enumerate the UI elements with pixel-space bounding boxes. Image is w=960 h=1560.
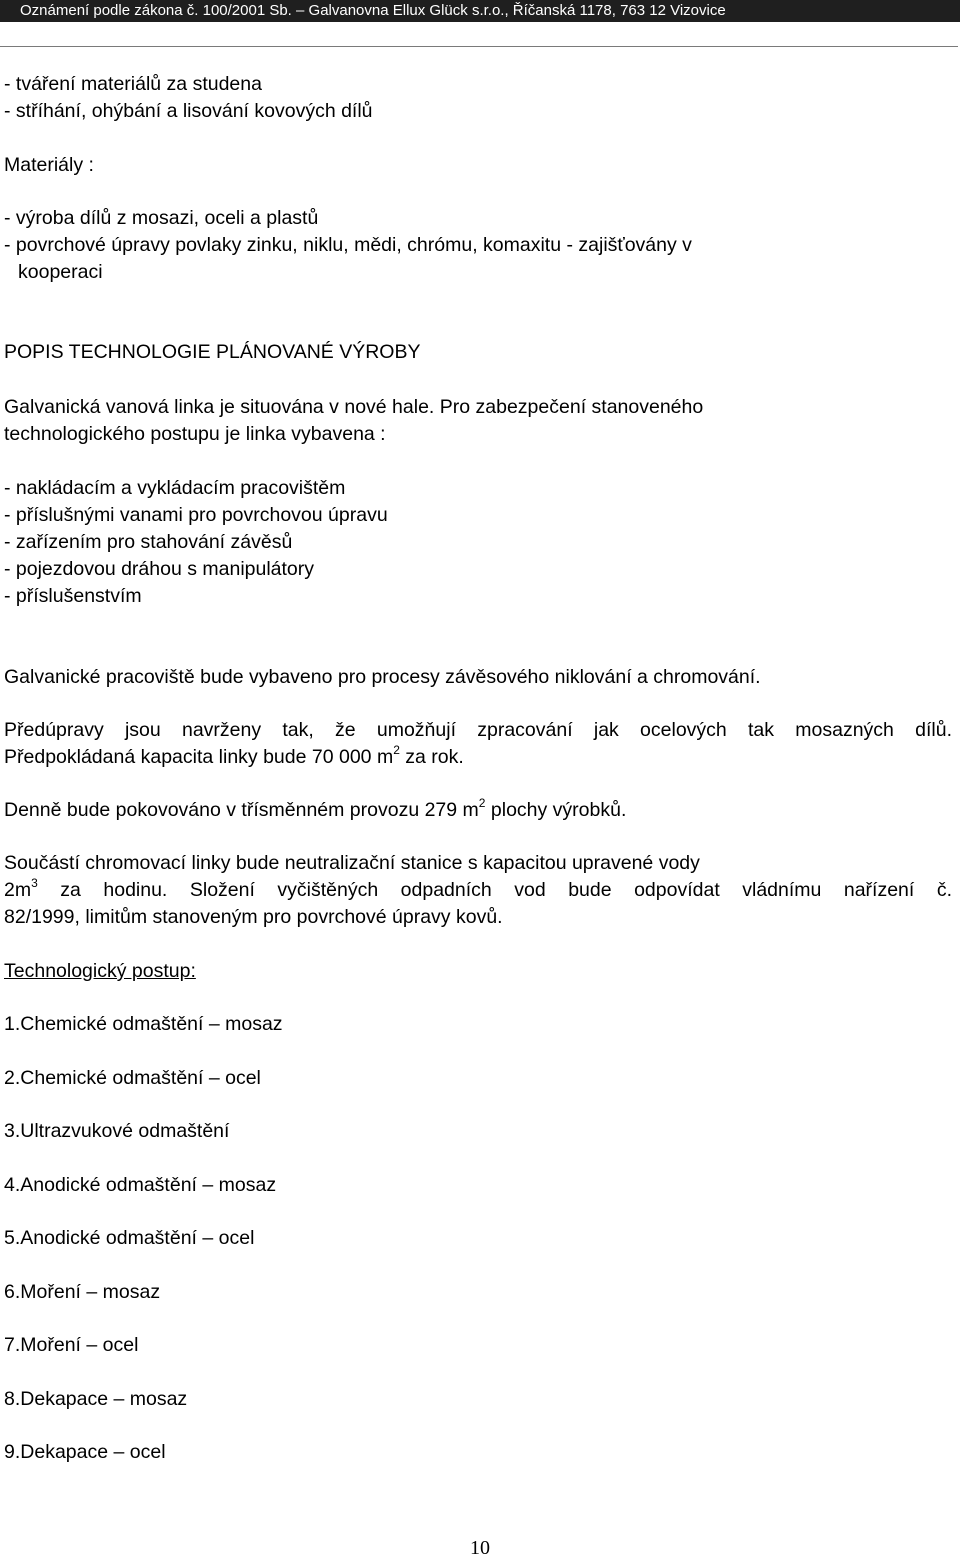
step-item: 8.Dekapace – mosaz [4,1388,188,1410]
superscript: 3 [31,876,38,890]
text-run: Denně bude pokovováno v třísměnném provozu 279 m [4,799,479,821]
paragraph-line: Předúpravy jsou navrženy tak, že umožňují zpracování jak ocelových tak mosazných dílů. [4,719,952,741]
text-run: 2m [4,879,32,901]
step-item: 9.Dekapace – ocel [4,1441,166,1463]
header-divider [0,46,958,47]
header-text: Oznámení podle zákona č. 100/2001 Sb. – Galvanovna Ellux Glück s.r.o., Říčanská 1178, 763 12 Vizovice [20,2,726,19]
step-item: 7.Moření – ocel [4,1334,139,1356]
equipment-item: - pojezdovou dráhou s manipulátory [4,558,315,580]
text-run: Předpokládaná kapacita linky bude 70 000 m [4,746,394,768]
page-header [0,0,960,22]
equipment-item: - příslušnými vanami pro povrchovou úpravu [4,504,388,526]
step-item: 4.Anodické odmaštění – mosaz [4,1174,277,1196]
bullet-surface-treatment-cont: kooperaci [18,261,103,283]
superscript: 2 [478,796,486,810]
text-run: plochy výrobků. [485,799,627,821]
step-item: 6.Moření – mosaz [4,1281,161,1303]
equipment-item: - příslušenstvím [4,585,142,607]
equipment-item: - nakládacím a vykládacím pracovištěm [4,477,346,499]
step-item: 1.Chemické odmaštění – mosaz [4,1013,283,1035]
superscript: 2 [393,743,400,757]
bullet-cutting-bending: - stříhání, ohýbání a lisování kovových dílů [4,100,373,122]
step-item: 2.Chemické odmaštění – ocel [4,1067,261,1089]
equipment-item: - zařízením pro stahování závěsů [4,531,293,553]
page-number: 10 [470,1537,490,1559]
paragraph-line: technologického postupu je linka vybavena : [4,423,386,445]
materials-heading: Materiály : [4,154,94,176]
paragraph-line [4,745,464,769]
paragraph-line: Galvanické pracoviště bude vybaveno pro procesy závěsového niklování a chromování. [4,666,761,688]
bullet-parts-production: - výroba dílů z mosazi, oceli a plastů [4,207,319,229]
text-run: za rok. [399,746,464,768]
paragraph-line: Galvanická vanová linka je situována v nové hale. Pro zabezpečení stanoveného [4,396,704,418]
step-item: 5.Anodické odmaštění – ocel [4,1227,255,1249]
paragraph-line: Součástí chromovací linky bude neutralizační stanice s kapacitou upravené vody [4,852,700,874]
section-title: POPIS TECHNOLOGIE PLÁNOVANÉ VÝROBY [4,341,421,363]
paragraph-line [4,878,952,902]
bullet-surface-treatment: - povrchové úpravy povlaky zinku, niklu, mědi, chrómu, komaxitu - zajišťovány v [4,234,692,256]
step-item: 3.Ultrazvukové odmaštění [4,1120,230,1142]
text-run: za hodinu. Složení vyčištěných odpadních vod bude odpovídat vládnímu nařízení č. [37,879,952,901]
bullet-cold-forming: - tváření materiálů za studena [4,73,262,95]
paragraph-line [4,798,626,822]
technology-heading: Technologický postup: [4,960,196,982]
paragraph-line: 82/1999, limitům stanoveným pro povrchové úpravy kovů. [4,906,503,928]
